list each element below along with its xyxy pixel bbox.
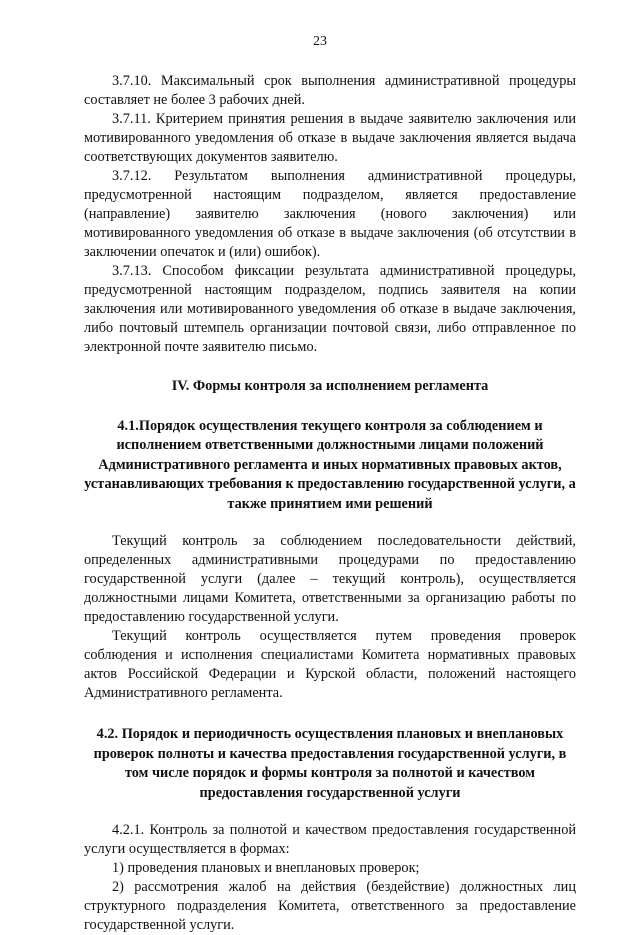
paragraph-3-7-13: 3.7.13. Способом фиксации результата административной процедуры, предусмотренной настоящим подразделом, подпись заявителя на копии заключения или мотивированного уведомления об отказе в выдаче заключения, либо почтовый штемпель организации почтовой связи, либо отправленное по электронной почте заявителю письмо. <box>84 263 576 355</box>
paragraph-3-7-11: 3.7.11. Критерием принятия решения в выдаче заявителю заключения или мотивированного уведомления об отказе в выдаче заключения является выдача соответствующих документов заявителю. <box>84 111 576 165</box>
subsection-4-2-body <box>84 821 576 935</box>
paragraph-4-1-a: Текущий контроль за соблюдением последовательности действий, определенных административными процедурами по предоставлению государственной услуги (далее – текущий контроль), осуществляется должностными лицами Комитета, ответственными за организацию работы по предоставлению государственной услуги. <box>84 533 576 625</box>
paragraph-4-1-b: Текущий контроль осуществляется путем проведения проверок соблюдения и исполнения специалистами Комитета нормативных правовых актов Российской Федерации и Курской области, положений настоящего Административного регламента. <box>84 628 576 701</box>
page-number: 23 <box>313 34 327 49</box>
paragraph-3-7-10: 3.7.10. Максимальный срок выполнения административной процедуры составляет не более 3 рабочих дней. <box>84 73 576 108</box>
list-item-2: 2) рассмотрения жалоб на действия (бездействие) должностных лиц структурного подразделения Комитета, ответственного за предоставление государственной услуги. <box>84 879 576 933</box>
paragraph-3-7-12: 3.7.12. Результатом выполнения административной процедуры, предусмотренной настоящим подразделом, является предоставление (направление) заявителю заключения (нового заключения) или мотивированного уведомления об отказе в выдаче заключения (об отсутствии в заключении опечаток и (или) ошибок). <box>84 168 576 260</box>
list-item-1: 1) проведения плановых и внеплановых проверок; <box>112 860 420 876</box>
paragraph-4-2-1: 4.2.1. Контроль за полнотой и качеством предоставления государственной услуги осуществляется в формах: <box>84 822 576 857</box>
section-heading-iv: IV. Формы контроля за исполнением регламента <box>171 378 489 394</box>
paragraphs-3-7 <box>84 72 576 357</box>
subsection-heading-4-2: 4.2. Порядок и периодичность осуществления плановых и внеплановых проверок полноты и качества предоставления государственной услуги, в том числе порядок и формы контроля за полнотой и качеством предоставления государственной услуги <box>93 726 567 801</box>
subsection-4-1-body <box>84 532 576 703</box>
subsection-heading-4-1: 4.1.Порядок осуществления текущего контроля за соблюдением и исполнением ответственными должностными лицами положений Административного регламента и иных нормативных правовых актов, устанавливающих требования к предоставлению государственной услуги, а также принятием ими решений <box>84 417 576 512</box>
